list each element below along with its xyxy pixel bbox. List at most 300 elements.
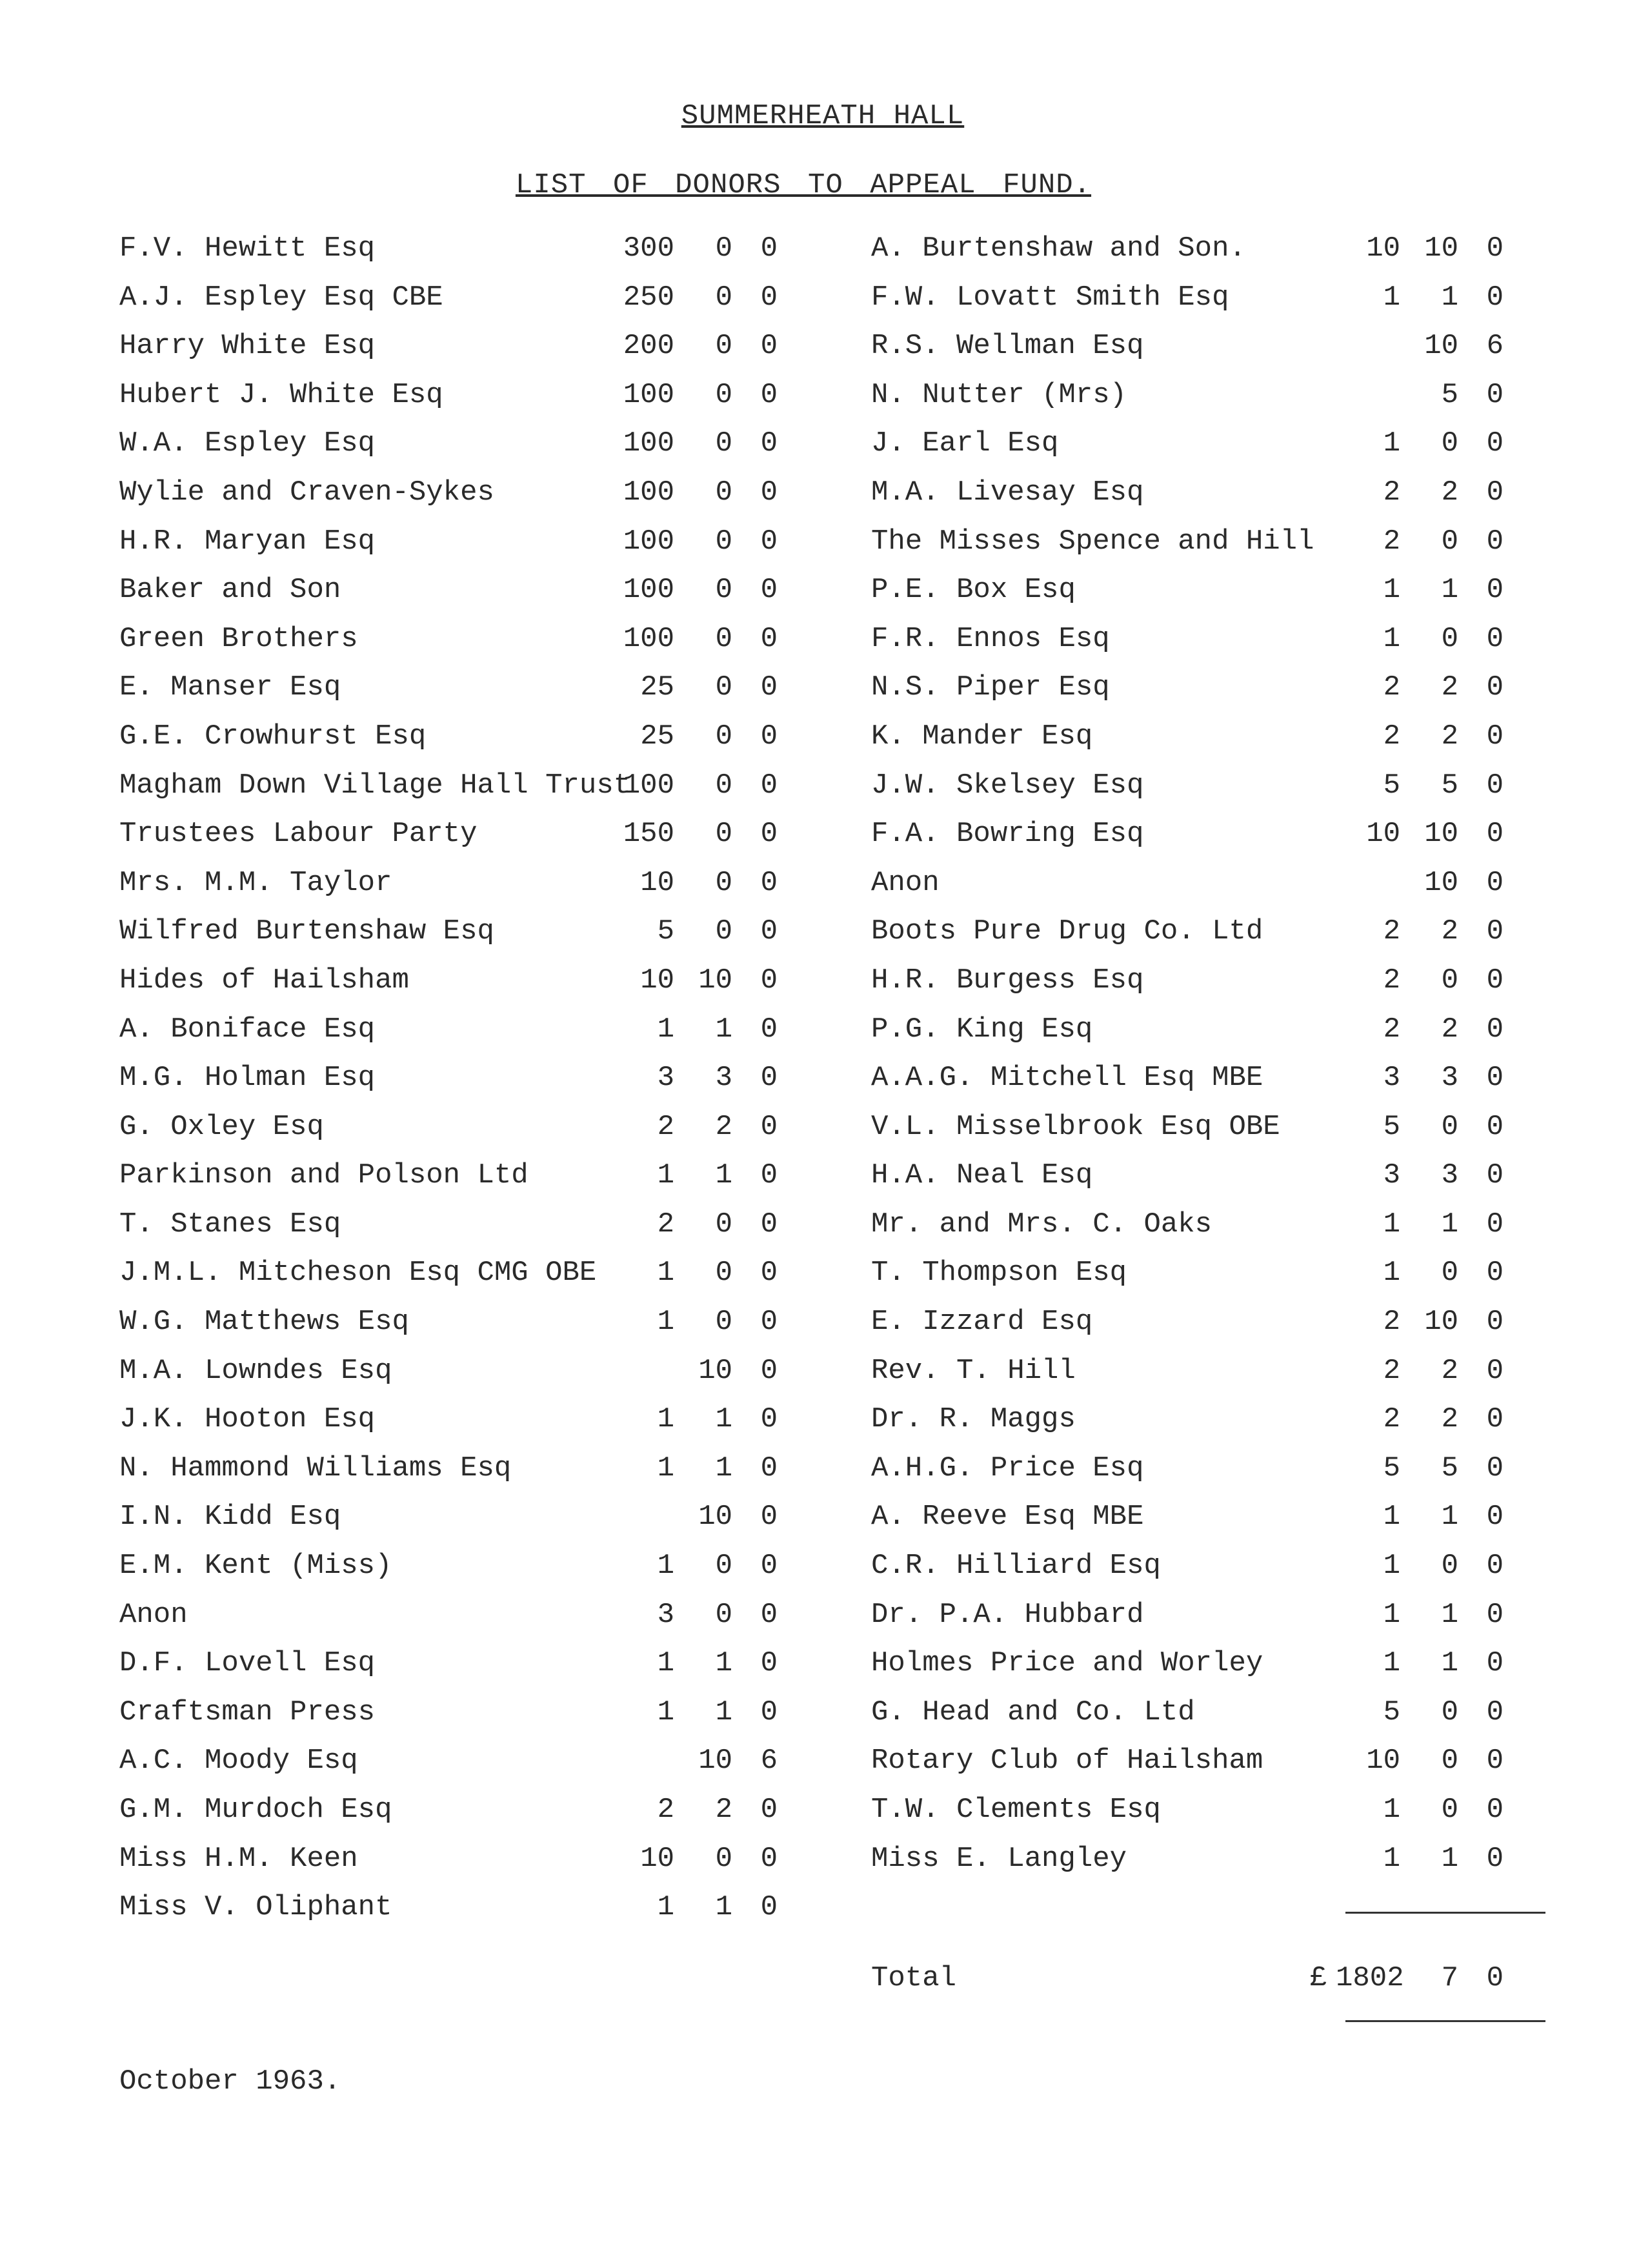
donor-shillings: 0 <box>715 720 732 753</box>
donor-shillings: 1 <box>1441 1501 1458 1534</box>
donor-pence: 0 <box>1486 1794 1504 1826</box>
donor-pounds: 1 <box>1383 1598 1400 1631</box>
donor-row <box>119 1306 790 1355</box>
donor-pounds: 1 <box>657 1013 674 1046</box>
donor-row <box>871 1599 1542 1648</box>
donor-name: A. Boniface Esq <box>119 1013 376 1046</box>
donor-shillings: 0 <box>715 1257 732 1290</box>
donor-name: Trustees Labour Party <box>119 818 478 851</box>
donor-pounds: 1 <box>1383 427 1400 460</box>
donor-pence: 0 <box>760 964 778 997</box>
donor-shillings: 1 <box>715 1013 732 1046</box>
donor-pence: 0 <box>760 1842 778 1875</box>
donor-row <box>119 232 790 281</box>
donor-shillings: 5 <box>1441 769 1458 802</box>
donor-shillings: 1 <box>1441 1598 1458 1631</box>
total-shillings: 7 <box>1441 1962 1458 1994</box>
donor-row <box>119 1843 790 1892</box>
donor-pence: 0 <box>760 1891 778 1924</box>
donor-pence: 0 <box>760 427 778 460</box>
donor-name: Green Brothers <box>119 622 358 655</box>
donor-pence: 0 <box>760 818 778 851</box>
donor-name: H.R. Burgess Esq <box>871 964 1144 997</box>
donor-name: Rev. T. Hill <box>871 1354 1076 1387</box>
total-label: Total <box>871 1962 957 1994</box>
donor-row <box>871 1355 1542 1404</box>
donor-name: T. Thompson Esq <box>871 1257 1127 1290</box>
donor-row <box>119 330 790 379</box>
donor-shillings: 10 <box>1424 1306 1458 1339</box>
donor-pounds: 3 <box>1383 1062 1400 1095</box>
donor-name: J.M.L. Mitcheson Esq CMG OBE <box>119 1257 597 1290</box>
donor-pounds: 200 <box>623 330 674 363</box>
donor-pence: 0 <box>1486 866 1504 899</box>
donor-pounds: 1 <box>1383 622 1400 655</box>
donor-name: Harry White Esq <box>119 330 376 363</box>
donor-shillings: 0 <box>715 378 732 411</box>
donor-pounds: 100 <box>623 427 674 460</box>
donor-shillings: 0 <box>1441 1257 1458 1290</box>
donor-pence: 0 <box>1486 769 1504 802</box>
donor-row <box>119 1599 790 1648</box>
donor-shillings: 1 <box>1441 1208 1458 1240</box>
donor-pounds: 3 <box>1383 1159 1400 1192</box>
donor-row <box>871 1696 1542 1745</box>
donor-row <box>871 964 1542 1013</box>
donor-pounds: 5 <box>1383 769 1400 802</box>
donor-row <box>871 1013 1542 1062</box>
donor-pounds: 5 <box>1383 1110 1400 1143</box>
donor-shillings: 0 <box>715 915 732 948</box>
donor-pence: 0 <box>760 232 778 265</box>
donor-pence: 0 <box>760 476 778 509</box>
donor-pence: 0 <box>1486 232 1504 265</box>
donor-name: Hides of Hailsham <box>119 964 409 997</box>
donor-pence: 0 <box>1486 574 1504 607</box>
donor-shillings: 10 <box>698 964 732 997</box>
donor-row <box>119 1111 790 1160</box>
donor-pounds: 1 <box>1383 574 1400 607</box>
total-pence: 0 <box>1486 1962 1504 1994</box>
donor-pounds: 150 <box>623 818 674 851</box>
donor-name: P.G. King Esq <box>871 1013 1093 1046</box>
donor-pence: 0 <box>1486 1598 1504 1631</box>
donor-shillings: 0 <box>715 769 732 802</box>
donor-pence: 0 <box>760 1306 778 1339</box>
donor-shillings: 0 <box>715 1842 732 1875</box>
donor-shillings: 3 <box>1441 1062 1458 1095</box>
donor-name: M.G. Holman Esq <box>119 1062 376 1095</box>
donor-shillings: 2 <box>715 1794 732 1826</box>
donor-pence: 0 <box>1486 720 1504 753</box>
donor-pounds: 2 <box>1383 915 1400 948</box>
donor-shillings: 0 <box>1441 622 1458 655</box>
donor-shillings: 1 <box>1441 574 1458 607</box>
donor-name: I.N. Kidd Esq <box>119 1501 341 1534</box>
donor-pence: 0 <box>1486 915 1504 948</box>
donor-pence: 0 <box>1486 1501 1504 1534</box>
donor-pounds: 1 <box>1383 1647 1400 1680</box>
donor-row <box>871 281 1542 330</box>
donor-name: A.A.G. Mitchell Esq MBE <box>871 1062 1263 1095</box>
donor-pounds: 100 <box>623 622 674 655</box>
donor-pounds: 100 <box>623 574 674 607</box>
donor-pence: 0 <box>760 1647 778 1680</box>
donor-row <box>871 1550 1542 1599</box>
donor-name: D.F. Lovell Esq <box>119 1647 376 1680</box>
donor-name: Magham Down Village Hall Trust <box>119 769 631 802</box>
donor-row <box>119 867 790 916</box>
donor-shillings: 0 <box>715 281 732 314</box>
donor-row <box>119 1257 790 1306</box>
donor-pounds: 2 <box>1383 964 1400 997</box>
donor-row <box>119 1355 790 1404</box>
donor-pounds: 5 <box>1383 1452 1400 1484</box>
donor-pounds: 2 <box>657 1208 674 1240</box>
donor-row <box>871 525 1542 574</box>
donor-name: Miss V. Oliphant <box>119 1891 392 1924</box>
donor-pounds: 2 <box>1383 720 1400 753</box>
donor-row <box>119 476 790 525</box>
donor-shillings: 3 <box>715 1062 732 1095</box>
donor-pence: 0 <box>1486 1403 1504 1436</box>
donor-shillings: 2 <box>1441 720 1458 753</box>
donor-row <box>871 1647 1542 1696</box>
donor-pence: 0 <box>1486 964 1504 997</box>
donor-row <box>871 671 1542 720</box>
donor-row <box>871 232 1542 281</box>
donor-name: T.W. Clements Esq <box>871 1794 1161 1826</box>
right-donor-column <box>871 232 1542 1891</box>
donor-pounds: 25 <box>640 671 674 704</box>
donor-row <box>871 1208 1542 1257</box>
donor-pence: 0 <box>760 1598 778 1631</box>
donor-pounds: 2 <box>1383 671 1400 704</box>
donor-row <box>119 1696 790 1745</box>
donor-name: A. Reeve Esq MBE <box>871 1501 1144 1534</box>
donor-pence: 0 <box>1486 1842 1504 1875</box>
donor-name: G. Oxley Esq <box>119 1110 324 1143</box>
donor-shillings: 10 <box>698 1745 732 1777</box>
donor-row <box>119 623 790 672</box>
donor-pence: 0 <box>1486 818 1504 851</box>
donor-pounds: 1 <box>657 1696 674 1728</box>
total-rule-bottom <box>1345 2020 1545 2022</box>
donor-pounds: 2 <box>657 1794 674 1826</box>
donor-shillings: 0 <box>715 671 732 704</box>
donor-shillings: 0 <box>1441 427 1458 460</box>
donor-name: A. Burtenshaw and Son. <box>871 232 1246 265</box>
donor-row <box>871 1452 1542 1501</box>
donor-pounds: 1 <box>657 1647 674 1680</box>
donor-name: Mr. and Mrs. C. Oaks <box>871 1208 1212 1240</box>
donor-pence: 0 <box>1486 671 1504 704</box>
donor-row <box>871 1111 1542 1160</box>
donor-pounds: 10 <box>640 964 674 997</box>
donor-pounds: 10 <box>640 866 674 899</box>
donor-shillings: 0 <box>715 1208 732 1240</box>
donor-pounds: 100 <box>623 525 674 558</box>
donor-row <box>119 574 790 623</box>
donor-pence: 0 <box>1486 1062 1504 1095</box>
document-subtitle: LIST OF DONORS TO APPEAL FUND. <box>515 169 1092 201</box>
donor-row <box>119 1159 790 1208</box>
donor-name: A.C. Moody Esq <box>119 1745 358 1777</box>
donor-row <box>871 1501 1542 1550</box>
donor-name: Boots Pure Drug Co. Ltd <box>871 915 1263 948</box>
donor-pence: 0 <box>1486 1159 1504 1192</box>
donor-name: Dr. R. Maggs <box>871 1403 1076 1436</box>
donor-row <box>871 379 1542 428</box>
donor-name: Mrs. M.M. Taylor <box>119 866 392 899</box>
donor-pounds: 2 <box>1383 1354 1400 1387</box>
donor-shillings: 1 <box>715 1159 732 1192</box>
donor-pence: 0 <box>760 769 778 802</box>
donor-row <box>871 427 1542 476</box>
donor-pence: 0 <box>1486 378 1504 411</box>
donor-pence: 0 <box>760 1696 778 1728</box>
donor-pounds: 2 <box>1383 525 1400 558</box>
donor-name: R.S. Wellman Esq <box>871 330 1144 363</box>
donor-pounds: 1 <box>657 1452 674 1484</box>
donor-name: A.H.G. Price Esq <box>871 1452 1144 1484</box>
donor-name: Hubert J. White Esq <box>119 378 443 411</box>
donor-shillings: 5 <box>1441 1452 1458 1484</box>
left-donor-column <box>119 232 790 1940</box>
donor-row <box>119 720 790 769</box>
donor-name: M.A. Livesay Esq <box>871 476 1144 509</box>
donor-pounds: 1 <box>1383 1550 1400 1583</box>
donor-name: Miss H.M. Keen <box>119 1842 358 1875</box>
donor-pence: 0 <box>1486 1696 1504 1728</box>
donor-pence: 0 <box>760 915 778 948</box>
donor-shillings: 0 <box>715 1598 732 1631</box>
donor-shillings: 10 <box>1424 818 1458 851</box>
donor-row <box>871 330 1542 379</box>
donor-shillings: 0 <box>1441 1110 1458 1143</box>
total-row <box>871 1962 1542 2007</box>
total-pounds: 1802 <box>1336 1962 1404 1994</box>
donor-name: Baker and Son <box>119 574 341 607</box>
donor-name: W.G. Matthews Esq <box>119 1306 409 1339</box>
donor-row <box>119 1013 790 1062</box>
donor-row <box>119 427 790 476</box>
donor-row <box>119 769 790 818</box>
donor-shillings: 10 <box>1424 866 1458 899</box>
donor-shillings: 0 <box>715 622 732 655</box>
donor-pence: 0 <box>760 574 778 607</box>
donor-name: W.A. Espley Esq <box>119 427 376 460</box>
donor-shillings: 1 <box>715 1647 732 1680</box>
donor-shillings: 1 <box>715 1452 732 1484</box>
donor-pence: 6 <box>760 1745 778 1777</box>
document-date: October 1963. <box>119 2065 341 2098</box>
donor-name: Parkinson and Polson Ltd <box>119 1159 528 1192</box>
donor-pence: 0 <box>1486 1550 1504 1583</box>
donor-pence: 0 <box>760 720 778 753</box>
donor-pounds: 1 <box>1383 1257 1400 1290</box>
donor-row <box>119 1403 790 1452</box>
donor-name: J. Earl Esq <box>871 427 1059 460</box>
donor-pence: 0 <box>760 330 778 363</box>
donor-pence: 0 <box>1486 281 1504 314</box>
donor-shillings: 2 <box>715 1110 732 1143</box>
donor-pence: 0 <box>760 1550 778 1583</box>
donor-pence: 0 <box>760 1013 778 1046</box>
donor-pence: 0 <box>760 1794 778 1826</box>
donor-shillings: 10 <box>698 1501 732 1534</box>
donor-shillings: 10 <box>1424 232 1458 265</box>
donor-row <box>119 915 790 964</box>
donor-name: K. Mander Esq <box>871 720 1093 753</box>
donor-pounds: 1 <box>657 1159 674 1192</box>
donor-shillings: 0 <box>1441 1550 1458 1583</box>
donor-row <box>119 379 790 428</box>
donor-pence: 0 <box>1486 622 1504 655</box>
donor-pence: 0 <box>760 866 778 899</box>
donor-row <box>871 1306 1542 1355</box>
donor-name: V.L. Misselbrook Esq OBE <box>871 1110 1280 1143</box>
donor-pence: 0 <box>760 671 778 704</box>
donor-shillings: 2 <box>1441 1354 1458 1387</box>
donor-shillings: 0 <box>715 232 732 265</box>
donor-name: G.M. Murdoch Esq <box>119 1794 392 1826</box>
donor-name: J.W. Skelsey Esq <box>871 769 1144 802</box>
donor-name: T. Stanes Esq <box>119 1208 341 1240</box>
donor-pence: 0 <box>760 378 778 411</box>
donor-row <box>871 769 1542 818</box>
donor-row <box>119 525 790 574</box>
donor-shillings: 2 <box>1441 1403 1458 1436</box>
donor-row <box>119 1208 790 1257</box>
donor-row <box>119 1501 790 1550</box>
donor-row <box>871 1843 1542 1892</box>
donor-pounds: 100 <box>623 769 674 802</box>
donor-row <box>119 1745 790 1794</box>
donor-pounds: 1 <box>657 1306 674 1339</box>
donor-row <box>119 281 790 330</box>
donor-name: A.J. Espley Esq CBE <box>119 281 443 314</box>
donor-name: F.R. Ennos Esq <box>871 622 1110 655</box>
donor-name: H.A. Neal Esq <box>871 1159 1093 1192</box>
document-title: SUMMERHEATH HALL <box>681 100 965 132</box>
donor-shillings: 0 <box>1441 1696 1458 1728</box>
donor-row <box>871 818 1542 867</box>
donor-name: Miss E. Langley <box>871 1842 1127 1875</box>
donor-pence: 0 <box>1486 1110 1504 1143</box>
donor-pounds: 1 <box>1383 1208 1400 1240</box>
donor-row <box>871 1062 1542 1111</box>
donor-pounds: 100 <box>623 476 674 509</box>
donor-name: C.R. Hilliard Esq <box>871 1550 1161 1583</box>
donor-pounds: 10 <box>1366 232 1400 265</box>
donor-pounds: 3 <box>657 1062 674 1095</box>
donor-pence: 0 <box>760 1208 778 1240</box>
donor-pounds: 1 <box>657 1891 674 1924</box>
donor-name: E. Izzard Esq <box>871 1306 1093 1339</box>
donor-name: F.A. Bowring Esq <box>871 818 1144 851</box>
donor-pounds: 2 <box>1383 1013 1400 1046</box>
donor-shillings: 10 <box>698 1354 732 1387</box>
donor-shillings: 1 <box>1441 1647 1458 1680</box>
donor-pounds: 2 <box>657 1110 674 1143</box>
donor-shillings: 0 <box>715 525 732 558</box>
donor-pence: 0 <box>760 1501 778 1534</box>
donor-pence: 0 <box>1486 1647 1504 1680</box>
total-currency: £ <box>1310 1962 1327 1994</box>
donor-pounds: 1 <box>1383 1794 1400 1826</box>
donor-shillings: 0 <box>715 427 732 460</box>
donor-shillings: 1 <box>715 1891 732 1924</box>
donor-shillings: 0 <box>715 1550 732 1583</box>
donor-name: Dr. P.A. Hubbard <box>871 1598 1144 1631</box>
donor-name: M.A. Lowndes Esq <box>119 1354 392 1387</box>
donor-shillings: 10 <box>1424 330 1458 363</box>
donor-pounds: 1 <box>1383 1842 1400 1875</box>
donor-pounds: 3 <box>657 1598 674 1631</box>
donor-shillings: 0 <box>715 330 732 363</box>
donor-pence: 6 <box>1486 330 1504 363</box>
donor-shillings: 0 <box>1441 1745 1458 1777</box>
donor-pounds: 1 <box>657 1403 674 1436</box>
donor-row <box>119 964 790 1013</box>
donor-row <box>119 1550 790 1599</box>
donor-pounds: 1 <box>657 1257 674 1290</box>
donor-row <box>119 818 790 867</box>
donor-row <box>119 1647 790 1696</box>
donor-name: N. Hammond Williams Esq <box>119 1452 512 1484</box>
donor-row <box>871 623 1542 672</box>
donor-name: F.W. Lovatt Smith Esq <box>871 281 1229 314</box>
donor-row <box>871 574 1542 623</box>
donor-pounds: 250 <box>623 281 674 314</box>
donor-name: H.R. Maryan Esq <box>119 525 376 558</box>
donor-pence: 0 <box>760 1354 778 1387</box>
donor-shillings: 0 <box>1441 1794 1458 1826</box>
donor-shillings: 1 <box>1441 281 1458 314</box>
donor-pounds: 2 <box>1383 476 1400 509</box>
donor-row <box>871 1159 1542 1208</box>
donor-name: Rotary Club of Hailsham <box>871 1745 1263 1777</box>
donor-pounds: 1 <box>657 1550 674 1583</box>
donor-pence: 0 <box>1486 525 1504 558</box>
donor-pence: 0 <box>760 1403 778 1436</box>
donor-row <box>871 1403 1542 1452</box>
donor-pence: 0 <box>1486 1257 1504 1290</box>
donor-pounds: 1 <box>1383 281 1400 314</box>
donor-row <box>119 1794 790 1843</box>
donor-shillings: 0 <box>715 574 732 607</box>
donor-pounds: 300 <box>623 232 674 265</box>
donor-row <box>119 671 790 720</box>
donor-name: E.M. Kent (Miss) <box>119 1550 392 1583</box>
donor-name: N.S. Piper Esq <box>871 671 1110 704</box>
donor-name: Wylie and Craven-Sykes <box>119 476 494 509</box>
donor-pounds: 2 <box>1383 1306 1400 1339</box>
donor-name: P.E. Box Esq <box>871 574 1076 607</box>
donor-pounds: 10 <box>640 1842 674 1875</box>
donor-name: N. Nutter (Mrs) <box>871 378 1127 411</box>
donor-name: F.V. Hewitt Esq <box>119 232 376 265</box>
donor-shillings: 2 <box>1441 476 1458 509</box>
donor-name: The Misses Spence and Hill <box>871 525 1314 558</box>
donor-name: E. Manser Esq <box>119 671 341 704</box>
donor-name: Wilfred Burtenshaw Esq <box>119 915 494 948</box>
donor-row <box>871 1794 1542 1843</box>
donor-name: J.K. Hooton Esq <box>119 1403 376 1436</box>
donor-name: Craftsman Press <box>119 1696 376 1728</box>
donor-pence: 0 <box>760 1257 778 1290</box>
